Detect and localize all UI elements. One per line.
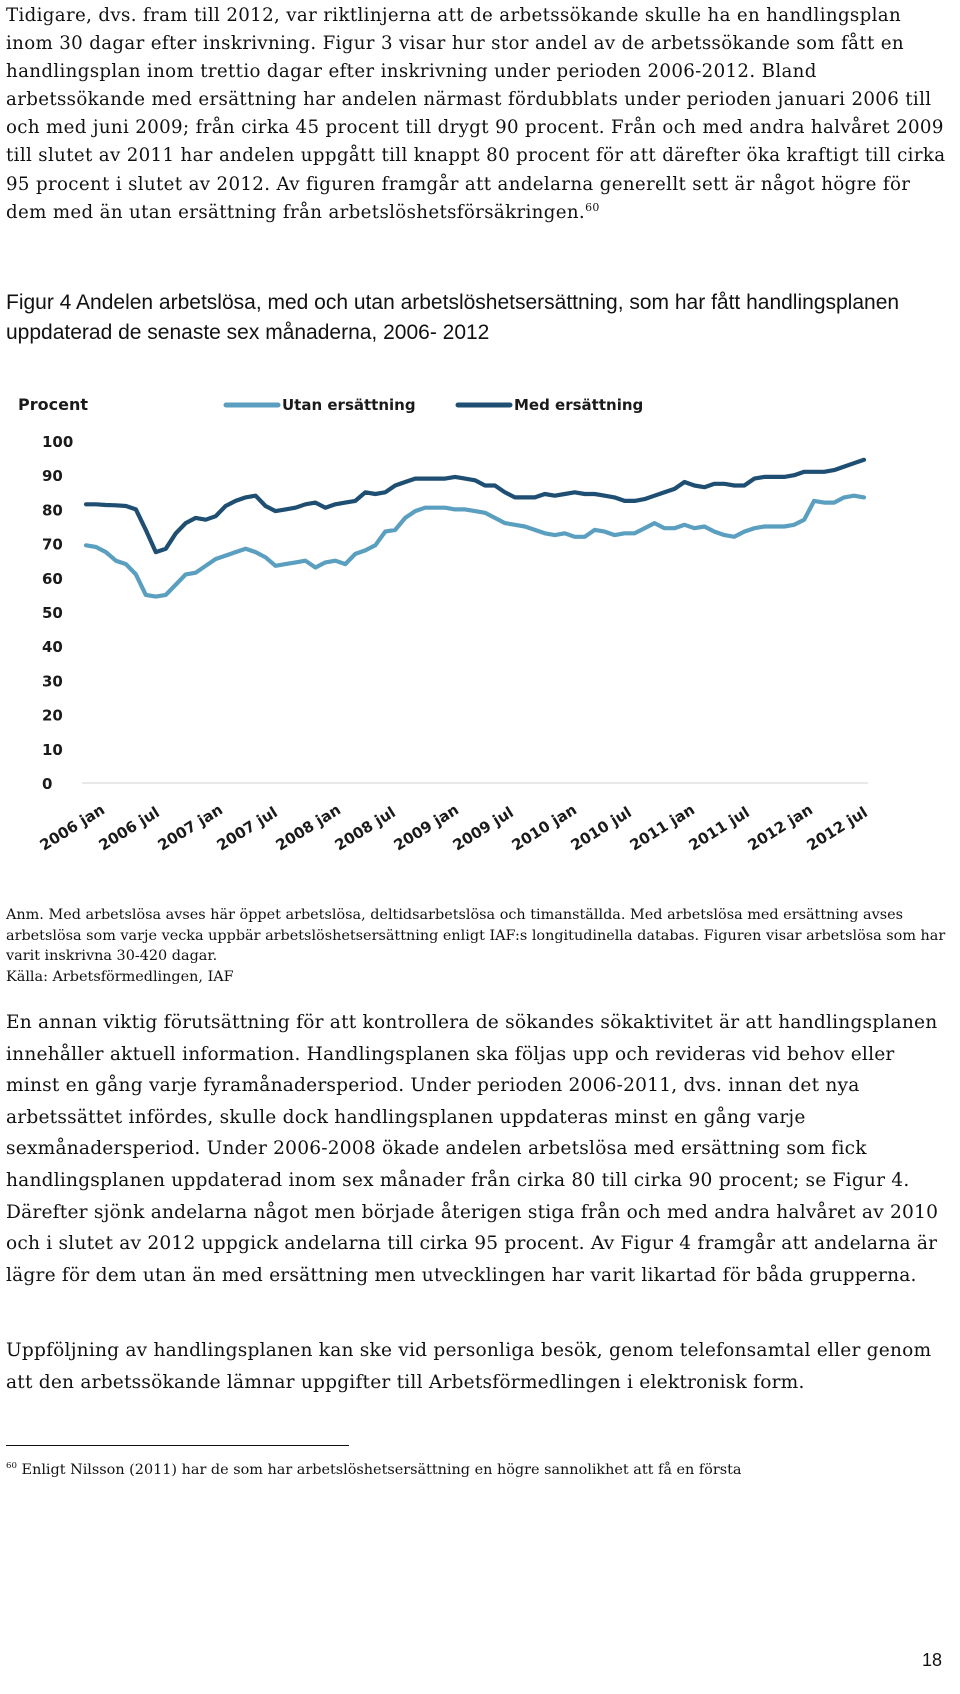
body-paragraph-1 (6, 2, 954, 227)
figure-caption: Figur 4 Andelen arbetslösa, med och utan arbetslöshetsersättning, som har fått handlingsplanen uppdaterad de senaste sex månaderna, 2006- 2012 (6, 291, 900, 344)
y-tick-label: 80 (42, 501, 63, 520)
x-tick-label: 2006 jul (95, 803, 163, 855)
x-tick-label: 2010 jan (508, 800, 580, 855)
x-tick-label: 2007 jan (154, 800, 226, 855)
figure-source: Källa: Arbetsförmedlingen, IAF (6, 968, 234, 985)
x-tick-label: 2011 jul (685, 803, 753, 855)
footnote-number: 60 (6, 1461, 17, 1472)
figure-4-chart (0, 385, 960, 865)
figure-notes (6, 905, 954, 987)
y-tick-label: 20 (42, 706, 63, 725)
x-tick-label: 2006 jan (36, 800, 108, 855)
x-tick-label: 2011 jan (626, 800, 698, 855)
y-tick-label: 30 (42, 672, 63, 691)
x-tick-label: 2009 jan (390, 800, 462, 855)
figure-note: Anm. Med arbetslösa avses här öppet arbetslösa, deltidsarbetslösa och timanställda. Med arbetslösa med ersättning avses arbetslösa som varje vecka uppbär arbetslöshetsersättning enligt IAF:s longitudinella databas. Figuren visar arbetslösa som har varit inskrivna 30-420 dagar. (6, 907, 946, 964)
legend-label: Utan ersättning (282, 396, 416, 414)
y-tick-label: 70 (42, 535, 63, 554)
x-tick-label: 2008 jan (272, 800, 344, 855)
page-number: 18 (922, 1650, 943, 1670)
legend-label: Med ersättning (514, 396, 644, 414)
y-tick-label: 10 (42, 740, 63, 759)
series-line (86, 460, 864, 552)
line-chart (0, 385, 960, 865)
y-tick-label: 50 (42, 604, 63, 622)
footnote-60 (6, 1460, 954, 1480)
footnote-text: Enligt Nilsson (2011) har de som har arbetslöshetsersättning en högre sannolikhet att få en första (16, 1462, 742, 1478)
x-tick-label: 2010 jul (567, 803, 635, 855)
x-tick-label: 2009 jul (449, 803, 517, 855)
y-tick-label: 100 (42, 433, 74, 451)
y-tick-label: 60 (42, 569, 63, 588)
x-tick-label: 2008 jul (331, 803, 399, 855)
body-paragraph-2: En annan viktig förutsättning för att kontrollera de sökandes sökaktivitet är att handlingsplanen innehåller aktuell information. Handlingsplanen ska följas upp och revideras vid behov eller minst en gång varje fyramånadersperiod. Under perioden 2006-2011, dvs. innan det nya arbetssättet infördes, skulle dock handlingsplanen uppdateras minst en gång varje sexmånadersperiod. Under 2006-2008 ökade andelen arbetslösa med ersättning som fick handlingsplanen uppdaterad inom sex månader från cirka 80 till cirka 90 procent; se Figur 4. Därefter sjönk andelarna något men började återigen stiga från och med andra halvåret av 2010 och i slutet av 2012 uppgick andelarna till cirka 95 procent. Av Figur 4 framgår att andelarna är lägre för dem utan än med ersättning men utvecklingen har varit likartad för båda grupperna. (6, 1012, 939, 1286)
body-paragraph-3: Uppföljning av handlingsplanen kan ske vid personliga besök, genom telefonsamtal eller genom att den arbetssökande lämnar uppgifter till Arbetsförmedlingen i elektronisk form. (6, 1340, 932, 1393)
x-tick-label: 2012 jul (803, 803, 871, 855)
series-line (86, 496, 864, 597)
y-tick-label: 90 (42, 467, 63, 486)
y-axis-title: Procent (18, 395, 88, 414)
footnote-divider (6, 1445, 349, 1446)
footnote-reference-60[interactable]: 60 (585, 200, 600, 214)
y-tick-label: 40 (42, 638, 63, 657)
x-tick-label: 2012 jan (744, 800, 816, 855)
y-tick-label: 0 (42, 775, 53, 793)
paragraph-1-text: Tidigare, dvs. fram till 2012, var riktlinjerna att de arbetssökande skulle ha en handlingsplan inom 30 dagar efter inskrivning. Figur 3 visar hur stor andel av de arbetssökande som fått en handlingsplan inom trettio dagar efter inskrivning under perioden 2006-2012. Bland arbetssökande med ersättning har andelen närmast fördubblats under perioden januari 2006 till och med juni 2009; från cirka 45 procent till drygt 90 procent. Från och med andra halvåret 2009 till slutet av 2011 har andelen uppgått till knappt 80 procent för att därefter öka kraftigt till cirka 95 procent i slutet av 2012. Av figuren framgår att andelarna generellt sett är något högre för dem med än utan ersättning från arbetslöshetsförsäkringen. (6, 5, 946, 223)
x-tick-label: 2007 jul (213, 803, 281, 855)
